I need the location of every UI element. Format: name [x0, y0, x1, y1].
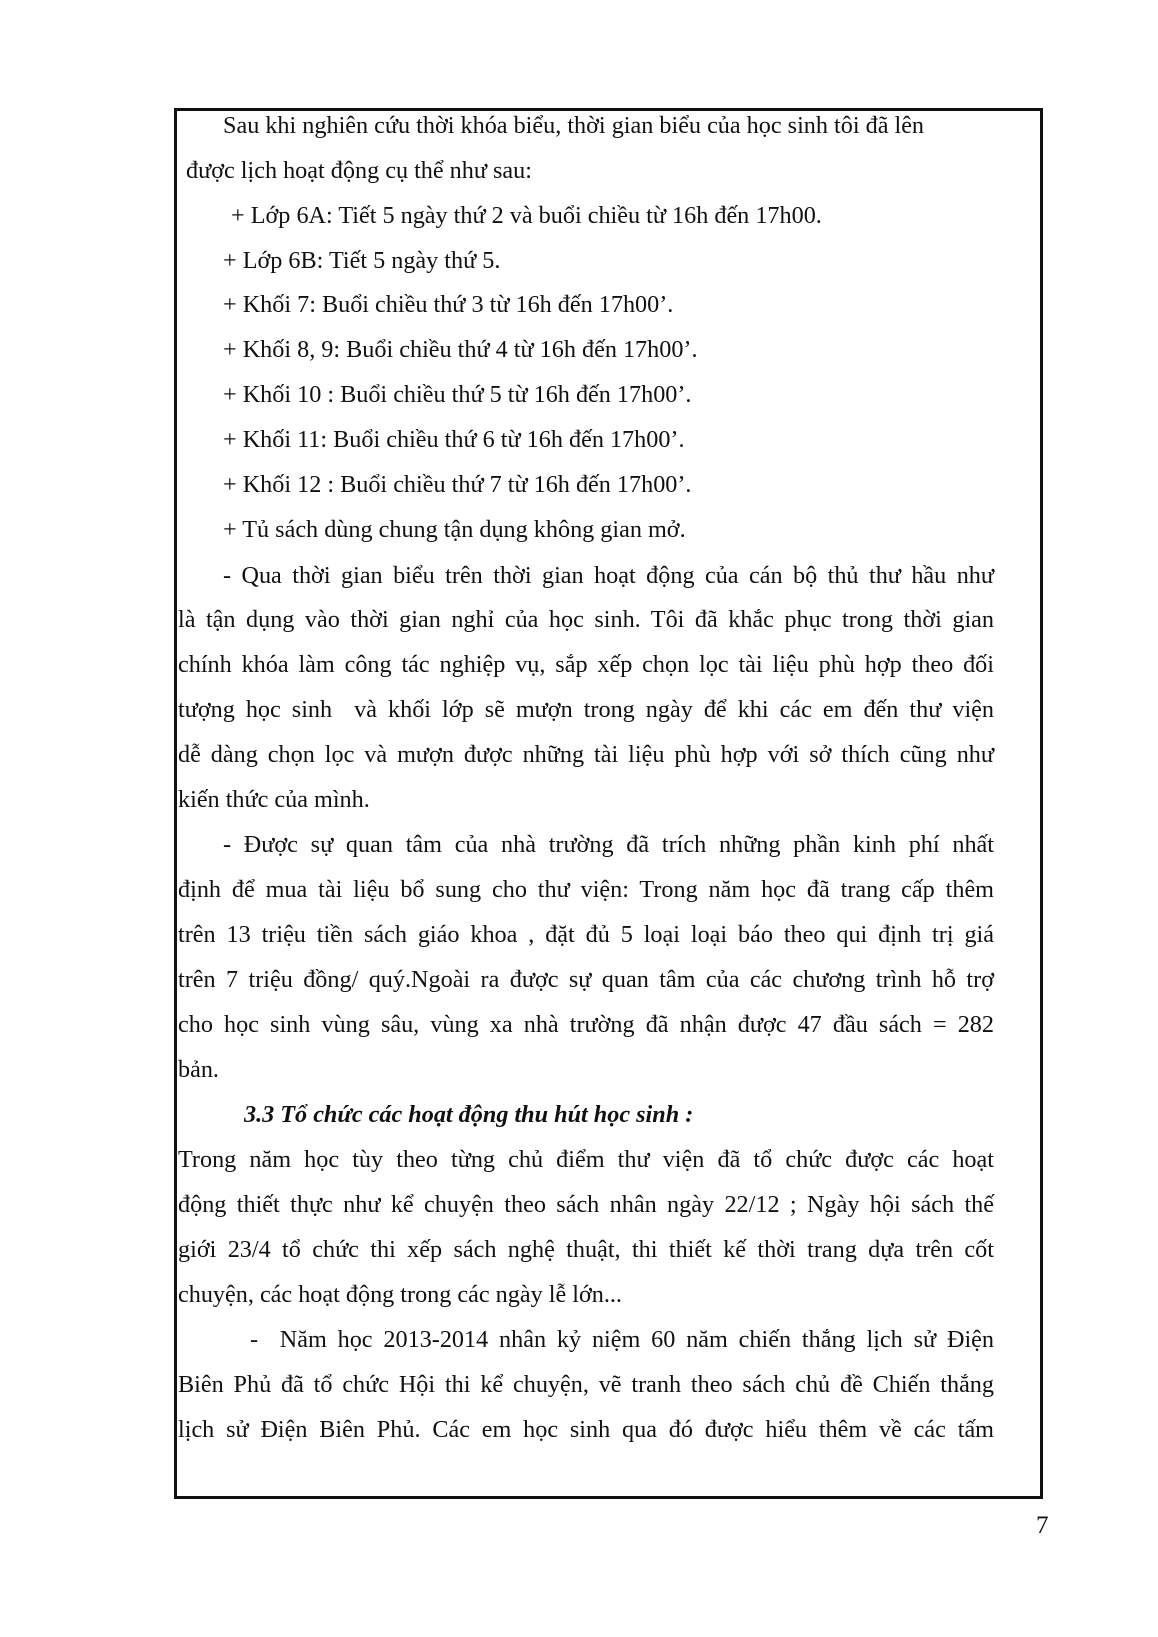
text-line: + Khối 7: Buổi chiều thứ 3 từ 16h đến 17h00’.: [223, 291, 674, 318]
text-line: chuyện, các hoạt động trong các ngày lễ lớn...: [178, 1281, 622, 1308]
text-line: + Khối 8, 9: Buổi chiều thứ 4 từ 16h đến 17h00’.: [223, 336, 698, 363]
text-line: - Được sự quan tâm của nhà trường đã trích những phần kinh phí nhất: [223, 831, 994, 858]
text-line: + Tủ sách dùng chung tận dụng không gian mở.: [223, 516, 686, 543]
text-line: giới 23/4 tổ chức thi xếp sách nghệ thuật, thi thiết kế thời trang dựa trên cốt: [178, 1236, 994, 1263]
text-line: + Lớp 6A: Tiết 5 ngày thứ 2 và buổi chiều từ 16h đến 17h00.: [225, 202, 822, 229]
text-line: dễ dàng chọn lọc và mượn được những tài liệu phù hợp với sở thích cũng như: [178, 741, 994, 768]
text-line: định để mua tài liệu bổ sung cho thư viện: Trong năm học đã trang cấp thêm: [178, 876, 994, 903]
text-line: bản.: [178, 1056, 219, 1083]
page-number: 7: [1036, 1512, 1049, 1539]
text-line: kiến thức của mình.: [178, 786, 370, 813]
text-line: lịch sử Điện Biên Phủ. Các em học sinh qua đó được hiểu thêm về các tấm: [178, 1416, 994, 1443]
text-line: động thiết thực như kể chuyện theo sách nhân ngày 22/12 ; Ngày hội sách thế: [178, 1191, 994, 1218]
text-line: chính khóa làm công tác nghiệp vụ, sắp xếp chọn lọc tài liệu phù hợp theo đối: [178, 651, 994, 678]
section-heading: 3.3 Tổ chức các hoạt động thu hút học sinh :: [244, 1101, 694, 1128]
text-line: trên 7 triệu đồng/ quý.Ngoài ra được sự quan tâm của các chương trình hỗ trợ: [178, 966, 994, 993]
text-line: Sau khi nghiên cứu thời khóa biểu, thời gian biểu của học sinh tôi đã lên: [223, 112, 925, 139]
text-line: Biên Phủ đã tổ chức Hội thi kể chuyện, vẽ tranh theo sách chủ đề Chiến thắng: [178, 1371, 994, 1398]
text-line: + Khối 12 : Buổi chiều thứ 7 từ 16h đến 17h00’.: [223, 471, 692, 498]
text-line: + Khối 10 : Buổi chiều thứ 5 từ 16h đến 17h00’.: [223, 381, 692, 408]
text-line: trên 13 triệu tiền sách giáo khoa , đặt đủ 5 loại loại báo theo qui định trị giá: [178, 921, 994, 948]
text-line: + Khối 11: Buổi chiều thứ 6 từ 16h đến 17h00’.: [223, 426, 685, 453]
text-line: - Năm học 2013-2014 nhân kỷ niệm 60 năm chiến thắng lịch sử Điện: [250, 1326, 994, 1353]
text-line: cho học sinh vùng sâu, vùng xa nhà trường đã nhận được 47 đầu sách = 282: [178, 1011, 994, 1038]
text-line: là tận dụng vào thời gian nghỉ của học sinh. Tôi đã khắc phục trong thời gian: [178, 606, 994, 633]
text-line: Trong năm học tùy theo từng chủ điểm thư viện đã tổ chức được các hoạt: [178, 1146, 994, 1173]
text-line: - Qua thời gian biểu trên thời gian hoạt động của cán bộ thủ thư hầu như: [223, 562, 994, 589]
text-line: + Lớp 6B: Tiết 5 ngày thứ 5.: [223, 247, 501, 274]
text-line: được lịch hoạt động cụ thể như sau:: [186, 157, 532, 184]
text-line: tượng học sinh và khối lớp sẽ mượn trong ngày để khi các em đến thư viện: [178, 696, 994, 723]
